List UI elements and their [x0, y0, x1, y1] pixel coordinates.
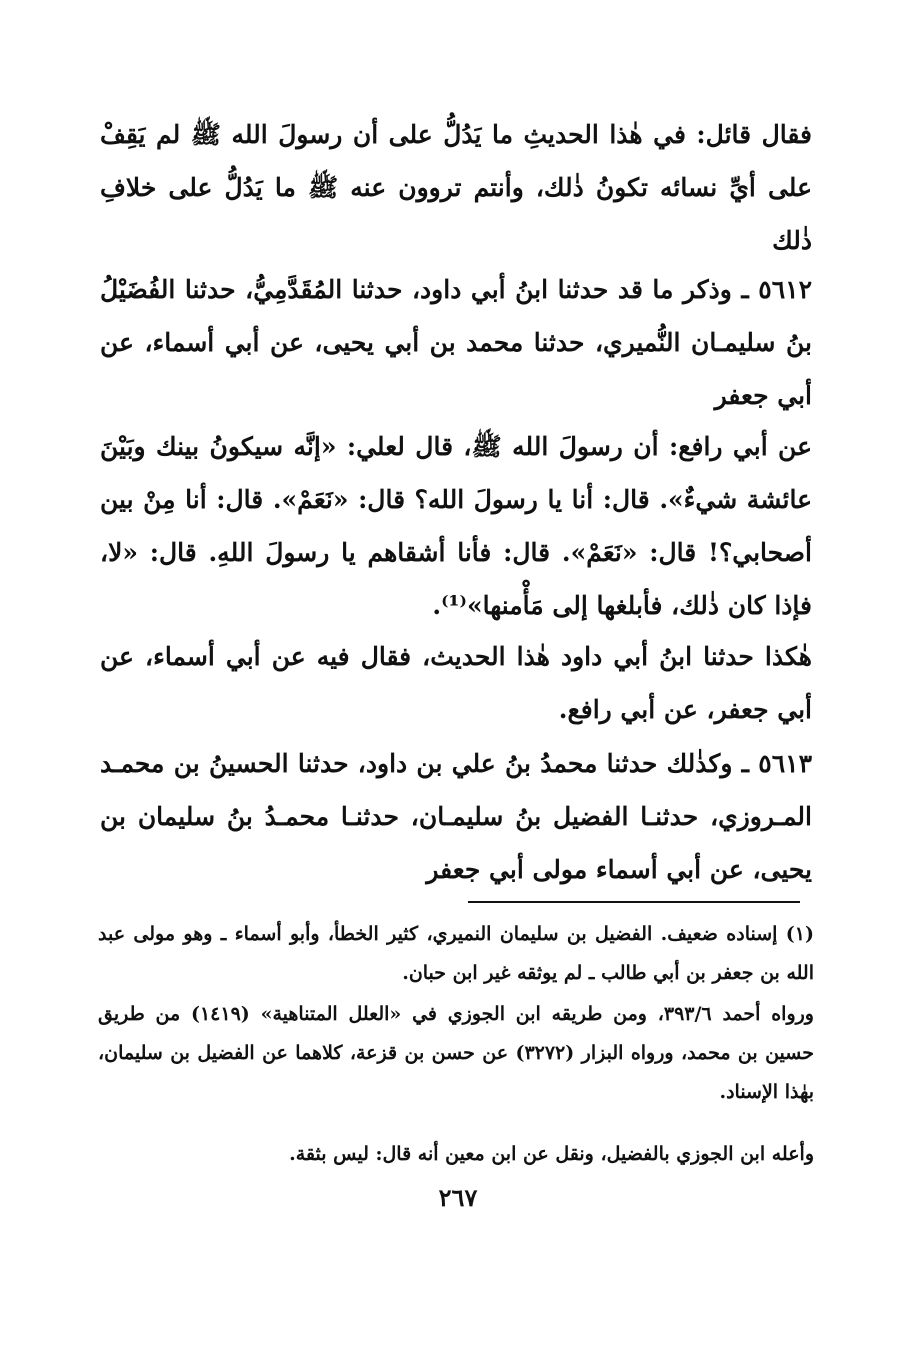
page-number: ٢٦٧	[438, 1183, 478, 1212]
paragraph-question: فقال قائل: في هٰذا الحديثِ ما يَدُلُّ على أن رسولَ الله ﷺ لم يَقِفْ على أيِّ نسائه تكونُ ذٰلك، وأنتم تروون عنه ﷺ ما يَدُلُّ على خلافِ ذٰلك	[100, 120, 812, 255]
paragraph-hadith-5612-text: عن أبي رافع: أن رسولَ الله ﷺ، قال لعلي: «إنَّه سيكونُ بينك وبَيْنَ عائشة شيءٌ». قال: أنا يا رسولَ الله؟ قال: «نَعَمْ». قال: أنا مِنْ بين أصحابي؟! قال: «نَعَمْ». قال: فأنا أشقاهم يا رسولَ اللهِ. قال: «لا، فإذا كان ذٰلك، فأبلغها إلى مَأْمنها»⁽¹⁾.	[100, 432, 812, 620]
footnote-1-continued: ورواه أحمد ٣٩٣/٦، ومن طريقه ابن الجوزي في «العلل المتناهية» (١٤١٩) من طريق حسين بن محمد، ورواه البزار (٣٢٧٢) عن حسن بن قزعة، كلاهما عن الفضيل بن سليمان، بهٰذا الإسناد.	[98, 1003, 814, 1103]
footnote-1-final: وأعله ابن الجوزي بالفضيل، ونقل عن ابن معين أنه قال: ليس بثقة.	[289, 1143, 814, 1165]
footnote-separator	[468, 901, 800, 903]
paragraph-hadith-5613-chain: ٥٦١٣ ـ وكذٰلك حدثنا محمدُ بنُ علي بن داود، حدثنا الحسينُ بن محمـد المـروزي، حدثنـا الفضيل بنُ سليمـان، حدثنـا محمـدُ بنُ سليمان بن يحيى، عن أبي أسماء مولى أبي جعفر	[100, 749, 812, 884]
paragraph-hadith-5612-chain: ٥٦١٢ ـ وذكر ما قد حدثنا ابنُ أبي داود، حدثنا المُقَدَّمِيُّ، حدثنا الفُضَيْلُ بنُ سليمـان النُّميري، حدثنا محمد بن أبي يحيى، عن أبي أسماء، عن أبي جعفر	[100, 275, 812, 410]
paragraph-commentary: هٰكذا حدثنا ابنُ أبي داود هٰذا الحديث، فقال فيه عن أبي أسماء، عن أبي جعفر، عن أبي رافع.	[100, 642, 812, 724]
footnote-1: (١) إسناده ضعيف. الفضيل بن سليمان النميري، كثير الخطأ، وأبو أسماء ـ وهو مولى عبد الله بن جعفر بن أبي طالب ـ لم يوثقه غير ابن حبان.	[98, 923, 814, 984]
